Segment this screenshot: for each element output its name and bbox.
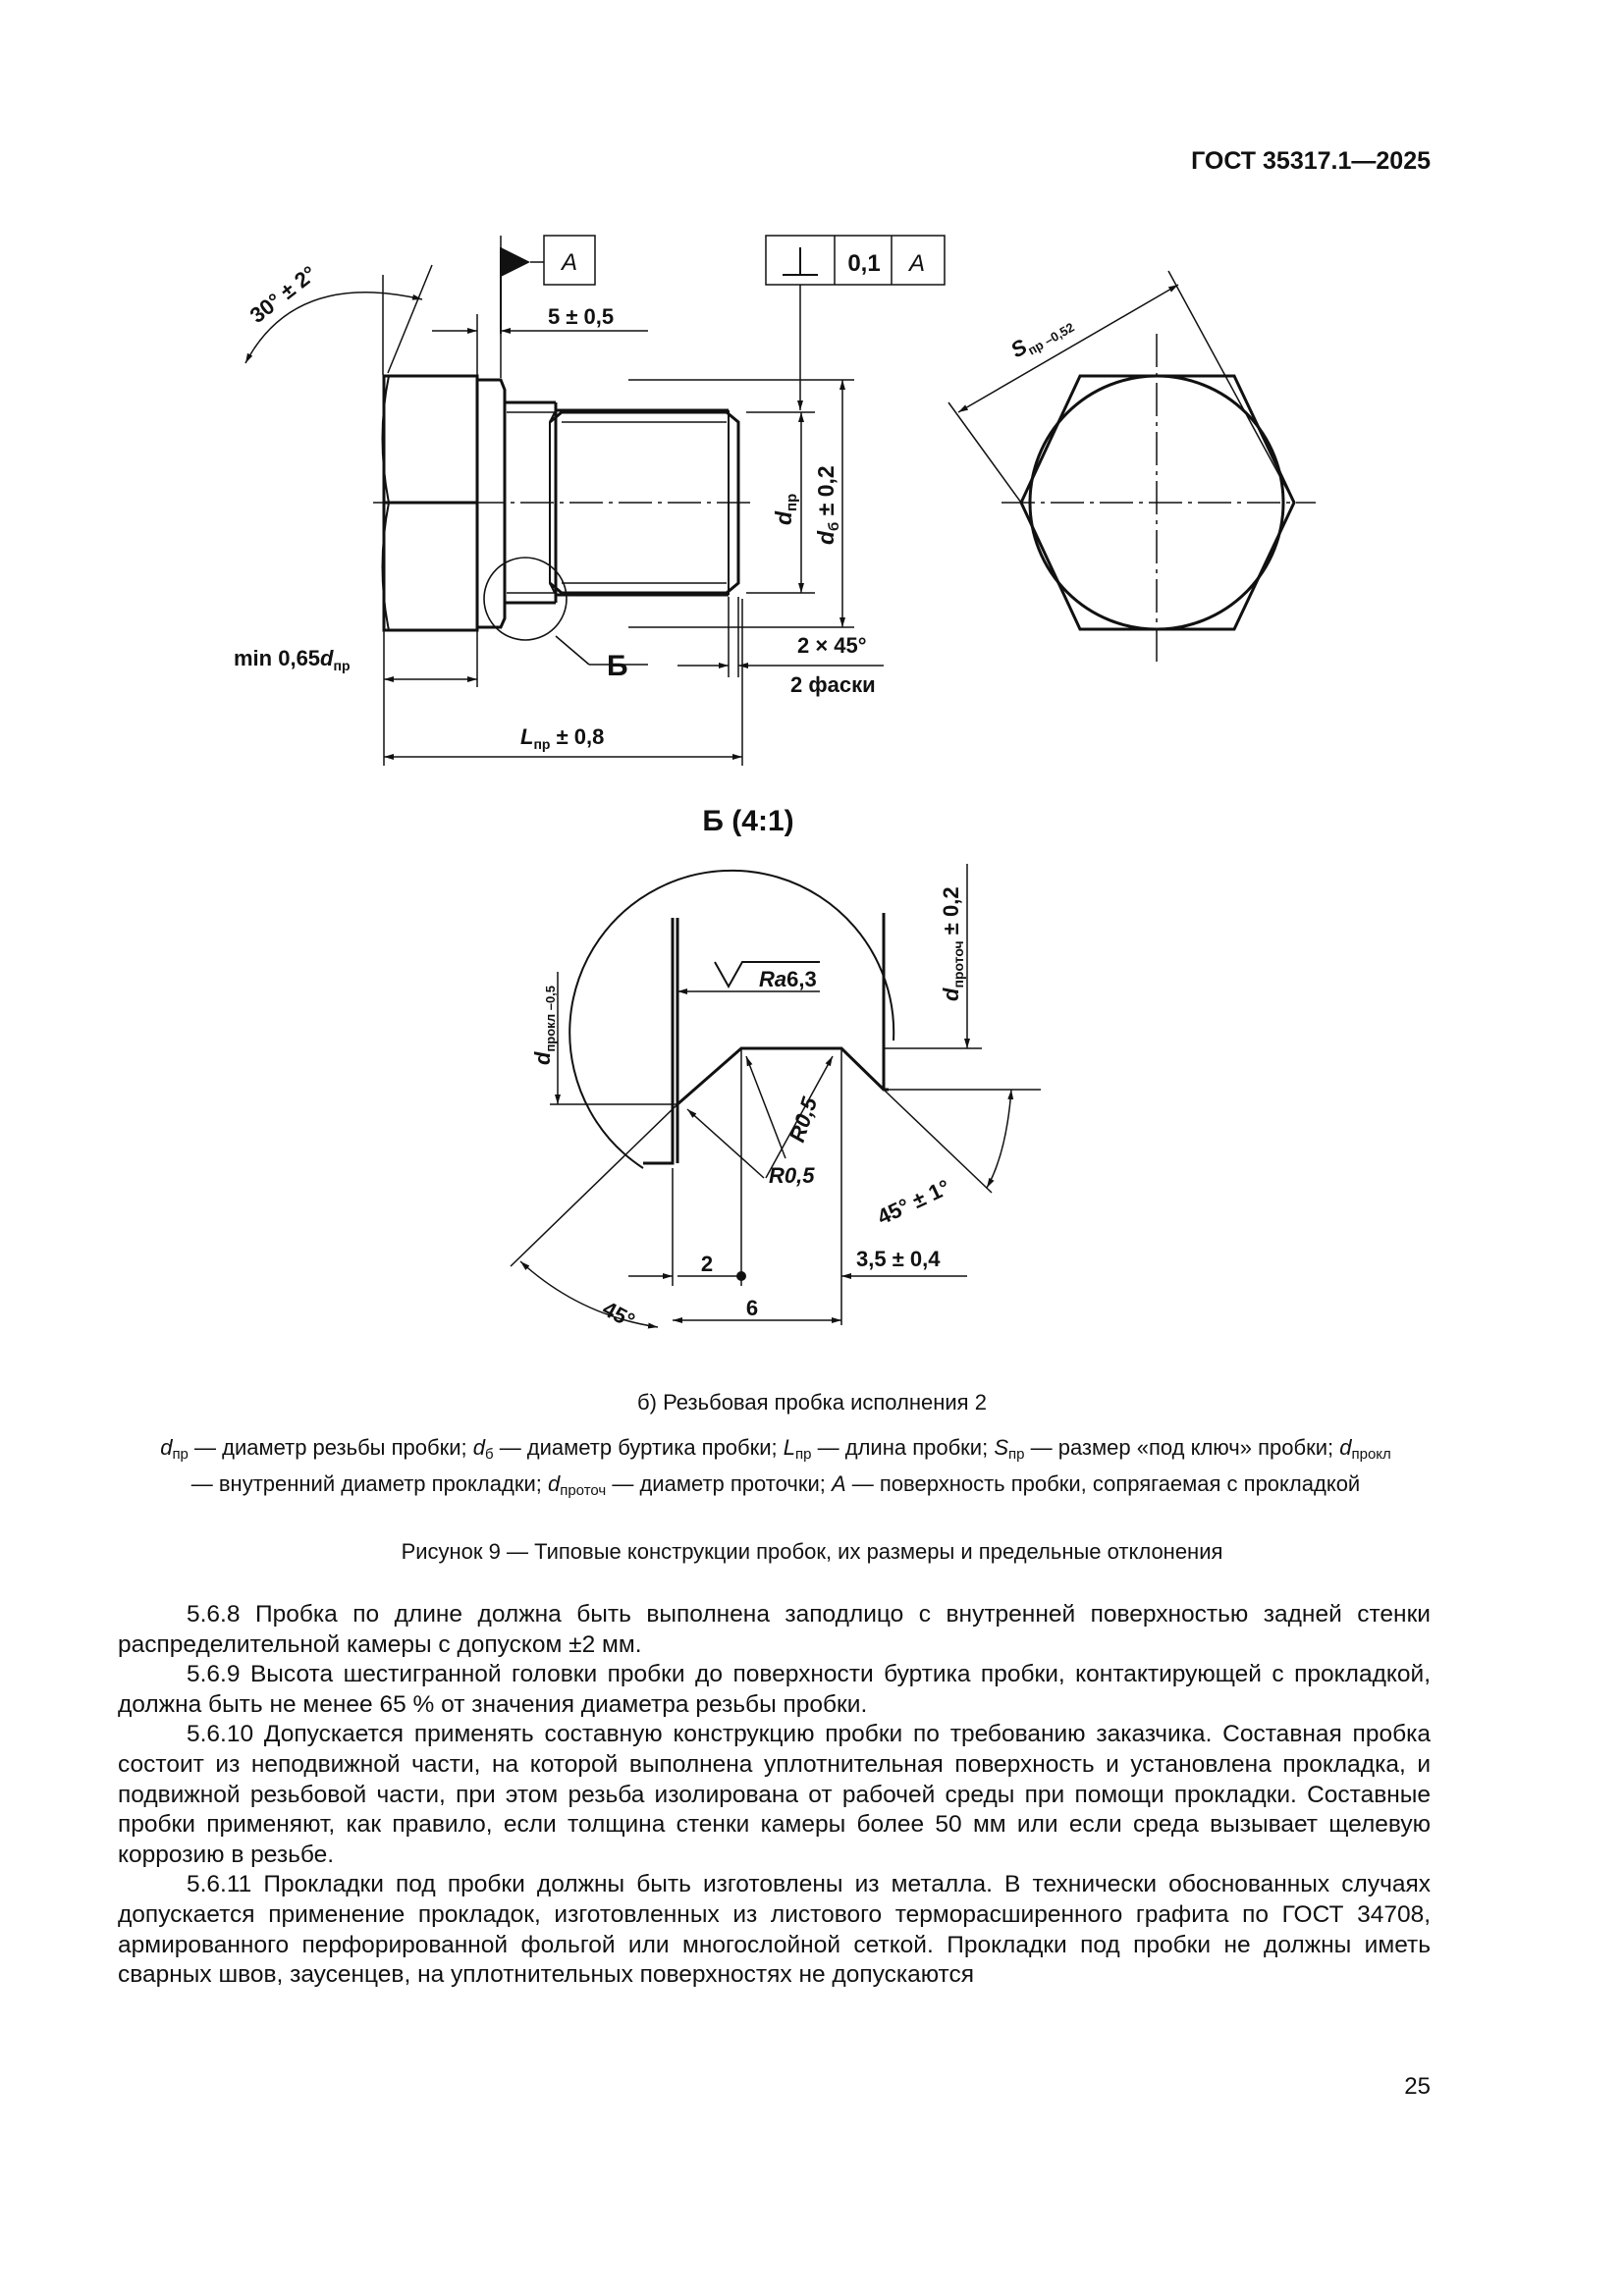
paragraph-5-6-10: 5.6.10 Допускается применять составную конструкцию пробки по требованию заказчика. Составная пробка состоит из неподвижной части, на которой выполнена уплотнительная поверхность и установлена прокладка, и подвижной резьбовой части, при этом резьба изолирована от рабочей среды при помощи прокладки. Составные пробки применяют, как правило, если толщина стенки камеры более 50 мм или если среда вызывает щелевую коррозию в резьбе. — [118, 1721, 1431, 1868]
document-header: ГОСТ 35317.1—2025 — [1191, 147, 1431, 175]
figure-caption: Рисунок 9 — Типовые конструкции пробок, их размеры и предельные отклонения — [401, 1539, 1223, 1564]
body-text — [118, 1600, 1431, 1991]
subfigure-caption: б) Резьбовая пробка исполнения 2 — [637, 1390, 987, 1415]
d-pr-label — [771, 494, 800, 525]
plug-side-view — [373, 376, 756, 665]
tolerance-value: 0,1 — [847, 250, 881, 277]
angle-left-label — [599, 1296, 639, 1333]
svg-text:45° ± 1°: 45° ± 1° — [873, 1174, 954, 1230]
detail-callout-label: Б — [607, 650, 628, 682]
chamfer-label: 2 × 45° — [797, 633, 867, 658]
svg-text:dпроточ ± 0,2: $d_{проточ} \pm 0,2$ — [939, 886, 966, 1001]
d-protoch-label — [939, 886, 966, 1001]
d-b-label — [813, 465, 842, 545]
d-prokl-label — [530, 986, 558, 1065]
radius-2-label: R0,5 — [769, 1163, 815, 1188]
radius-1-label — [785, 1094, 822, 1146]
paragraph-5-6-8: 5.6.8 Пробка по длине должна быть выполнена заподлицо с внутренней поверхностью задней стенки распределительной камеры с допуском ±2 мм. — [118, 1601, 1431, 1658]
svg-text:dпрокл –0,5: $d_{прокл -0,5}$ — [530, 985, 558, 1065]
svg-text:dб ± 0,2: $d_б \pm 0,2$ — [813, 465, 842, 545]
svg-text:dпр: $d_{пр}$ — [771, 493, 800, 525]
dim-35-label: 3,5 ± 0,4 — [856, 1247, 941, 1271]
min-head-label: $\min 0,65d_{пр}$ — [234, 646, 351, 673]
page-number: 25 — [1404, 2073, 1431, 2100]
tolerance-datum: A — [908, 250, 926, 277]
svg-text:Sпр –0,52: $S_{пр -0,52}$ — [1006, 319, 1077, 363]
length-label: $L_{пр} \pm 0,8$ — [520, 724, 605, 752]
head-angle-label: 30° ± 2° — [244, 260, 322, 328]
detail-title: Б (4:1) — [702, 805, 794, 837]
angle-right-label — [874, 1175, 954, 1230]
plug-end-view — [948, 271, 1316, 667]
svg-text:Ra6,3: Ra6,3 — [759, 967, 817, 991]
dim-2-label: 2 — [700, 1252, 714, 1276]
svg-text:45°: 45° — [598, 1296, 639, 1334]
paragraph-5-6-9: 5.6.9 Высота шестигранной головки пробки до поверхности буртика пробки, контактирующей с прокладкой, должна быть не менее 65 % от значения диаметра резьбы пробки. — [118, 1661, 1431, 1718]
figure-legend: $d_{пр}$ — диаметр резьбы пробки; $d_б$ — диаметр буртика пробки; $L_{пр}$ — длина пробки; $S_{пр}$ — размер «под ключ» пробки; $d_{прокл}$ — внутренний диаметр прокладки; $d_{проточ}$ — диаметр проточки; A — поверхность пробки, сопрягаемая с прокладкой — [160, 1435, 1391, 1499]
datum-offset-label: 5 ± 0,5 — [548, 304, 615, 329]
dim-6-label: 6 — [745, 1296, 759, 1320]
svg-text:R0,5: R0,5 — [784, 1094, 823, 1146]
datum-label: A — [561, 249, 578, 276]
roughness-label — [759, 967, 817, 991]
chamfer-count-label: 2 фаски — [790, 672, 876, 697]
key-size-label — [1006, 308, 1077, 365]
tolerance-frame — [766, 236, 945, 285]
paragraph-5-6-11: 5.6.11 Прокладки под пробки должны быть изготовлены из металла. В технически обоснованных случаях допускается применение прокладок, изготовленных из листового терморасширенного графита по ГОСТ 34708, армированного перфорированной фольгой или многослойной сеткой. Прокладки под пробки не должны иметь сварных швов, заусенцев, на уплотнительных поверхностях не допускаются — [118, 1871, 1431, 1989]
